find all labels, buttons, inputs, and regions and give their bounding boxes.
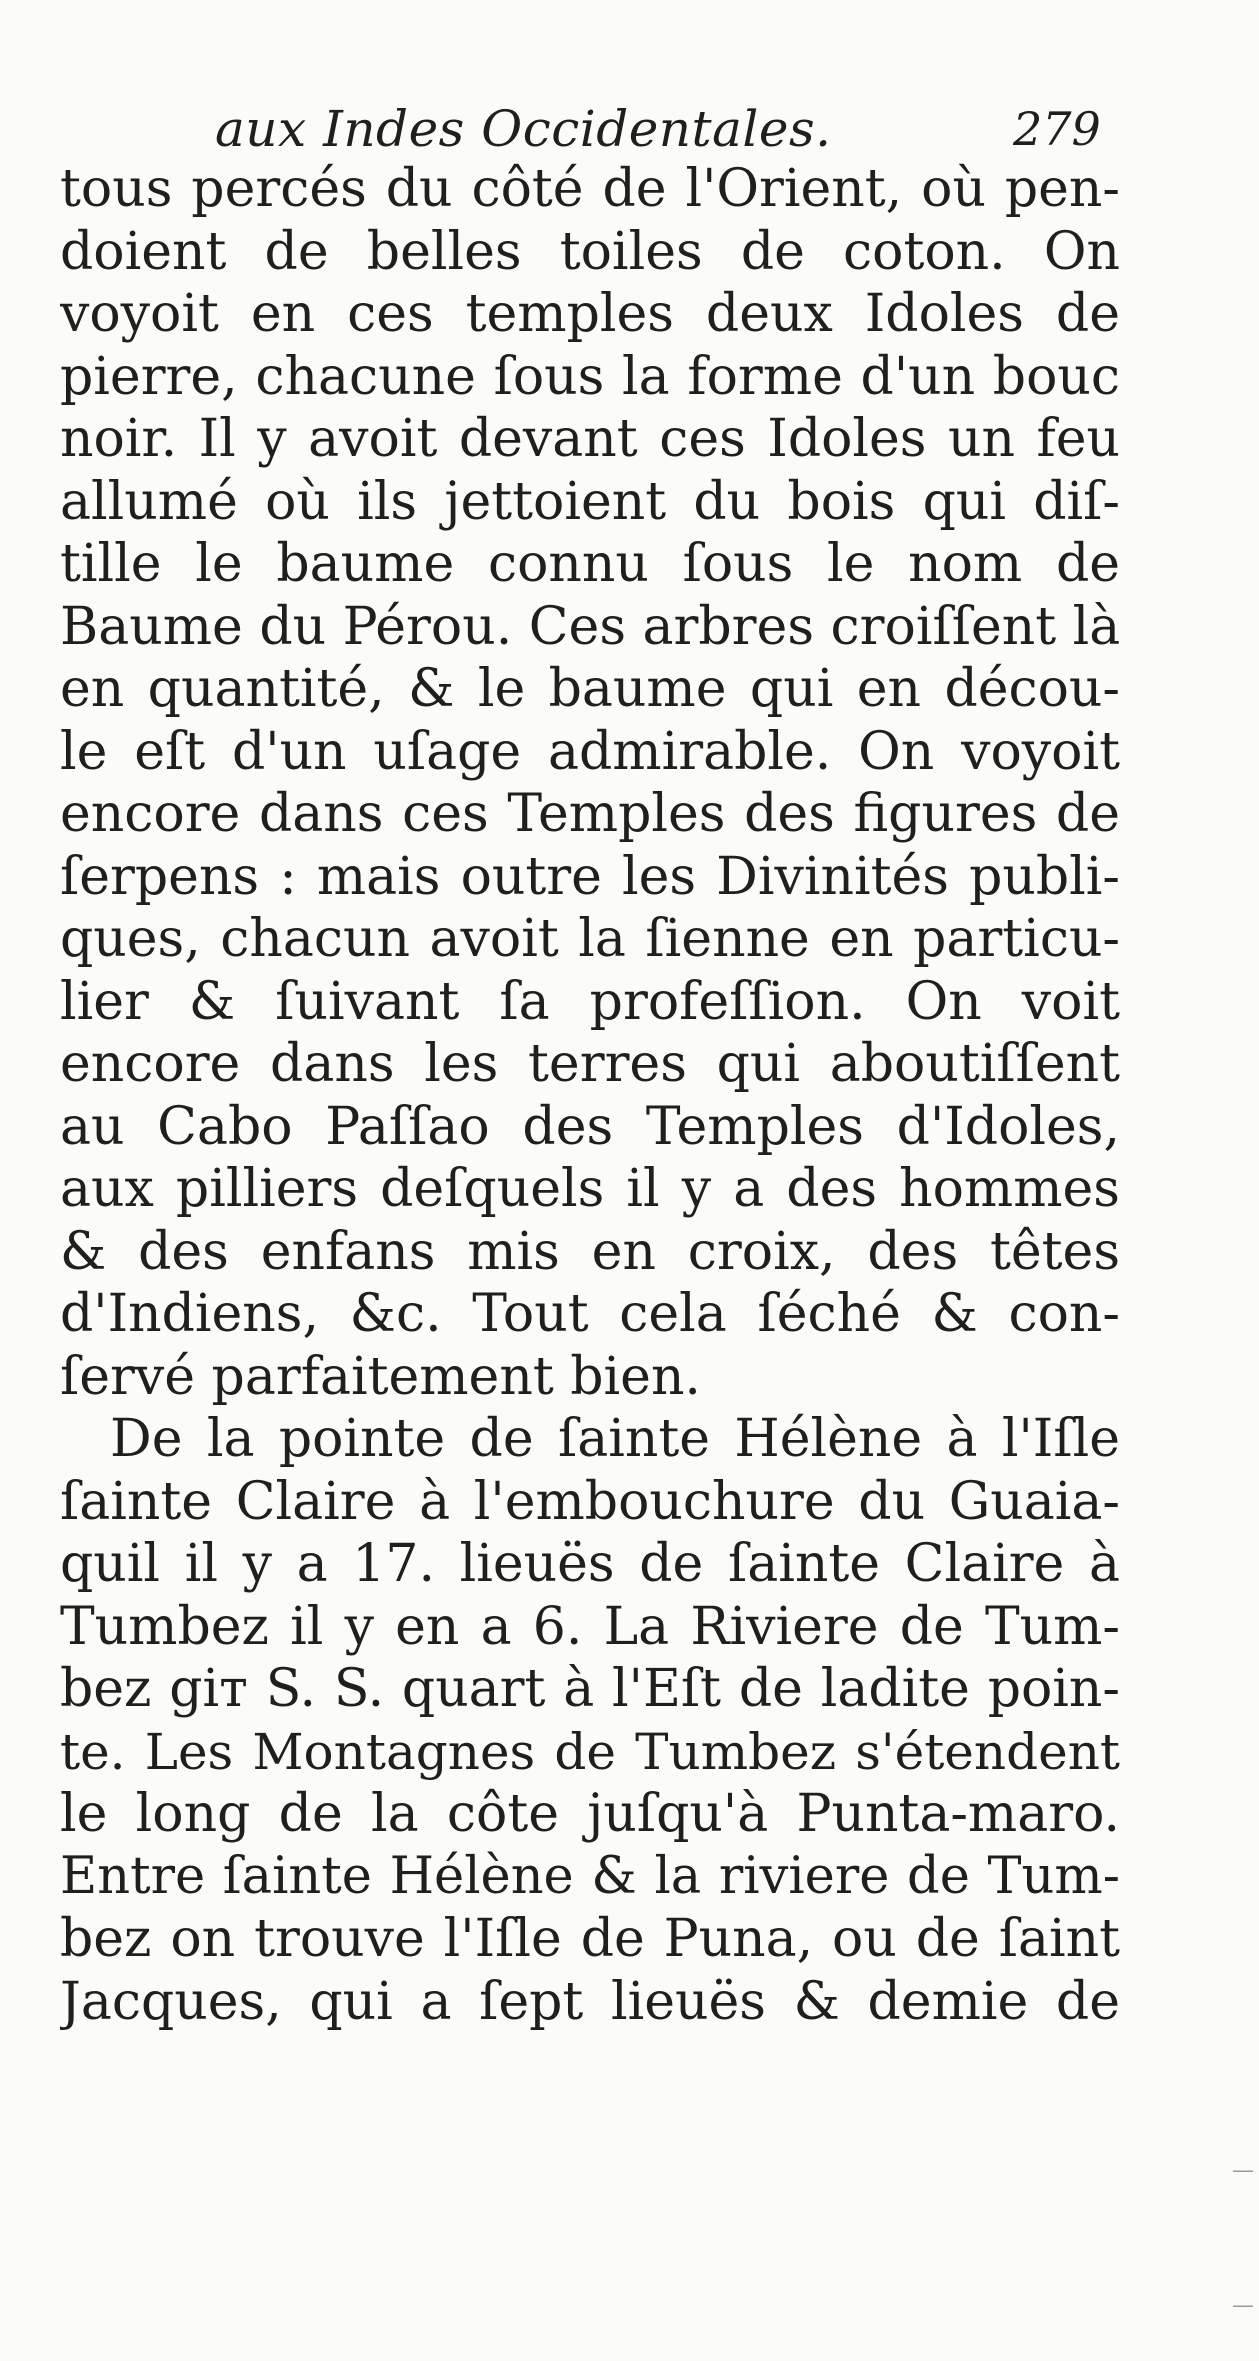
text-line: le long de la côte juſqu'à Punta-maro. (60, 1784, 1120, 1844)
text-line: te. Les Montagnes de Tumbez s'étendent (60, 1722, 1120, 1781)
text-line: aux pilliers deſquels il y a des hommes (60, 1159, 1120, 1219)
text-line: en quantité, & le baume qui en décou- (60, 659, 1120, 719)
text-line: ques, chacun avoit la ſienne en particu- (60, 909, 1120, 969)
text-line: lier & ſuivant ſa profeſſion. On voit (60, 971, 1120, 1032)
text-line: encore dans les terres qui aboutiſſent (60, 1034, 1120, 1094)
text-line: quil il y a 17. lieuës de ſainte Claire à (60, 1534, 1120, 1594)
text-line: Jacques, qui a ſept lieuës & demie de (60, 1971, 1120, 2032)
running-title: aux Indes Occidentales. (215, 100, 832, 158)
text-line: doient de belles toiles de coton. On (60, 221, 1120, 282)
text-line: le eſt d'un uſage admirable. On voyoit (60, 721, 1120, 782)
text-line: bez on trouve l'Iſle de Puna, ou de ſaint (60, 1909, 1120, 1969)
margin-dash-mark: — (1232, 2293, 1254, 2318)
text-line: Tumbez il y en a 6. La Riviere de Tum- (60, 1596, 1120, 1657)
text-line: & des enfans mis en croix, des têtes (60, 1221, 1120, 1282)
text-line: bez giт S. S. quart à l'Eſt de ladite poin- (60, 1659, 1120, 1719)
text-line: tous percés du côté de l'Orient, où pen- (60, 159, 1120, 219)
text-line: ſervé parfaitement bien. (60, 1346, 701, 1407)
text-line: tille le baume connu ſous le nom de (60, 534, 1120, 594)
text-line: ſainte Claire à l'embouchure du Guaia- (60, 1471, 1120, 1532)
text-line: noir. Il y avoit devant ces Idoles un feu (60, 409, 1120, 469)
text-line: Baume du Pérou. Ces arbres croiſſent là (60, 596, 1120, 657)
text-line: ſerpens : mais outre les Divinités publi- (60, 846, 1120, 907)
text-line: au Cabo Paſſao des Temples d'Idoles, (60, 1096, 1120, 1157)
page-number: 279 (1013, 102, 1101, 156)
text-line: Entre ſainte Hélène & la riviere de Tum- (60, 1846, 1120, 1906)
text-line: De la pointe de ſainte Hélène à l'Iſle (110, 1409, 1120, 1469)
text-line: pierre, chacune ſous la forme d'un bouc (60, 346, 1120, 407)
margin-dash-mark: — (1232, 2158, 1254, 2183)
body-text (60, 158, 1120, 2033)
text-line: allumé où ils jettoient du bois qui diſ- (60, 471, 1120, 532)
text-line: voyoit en ces temples deux Idoles de (60, 284, 1120, 344)
text-line: d'Indiens, &c. Tout cela ſéché & con- (60, 1284, 1120, 1344)
text-line: encore dans ces Temples des figures de (60, 784, 1120, 844)
